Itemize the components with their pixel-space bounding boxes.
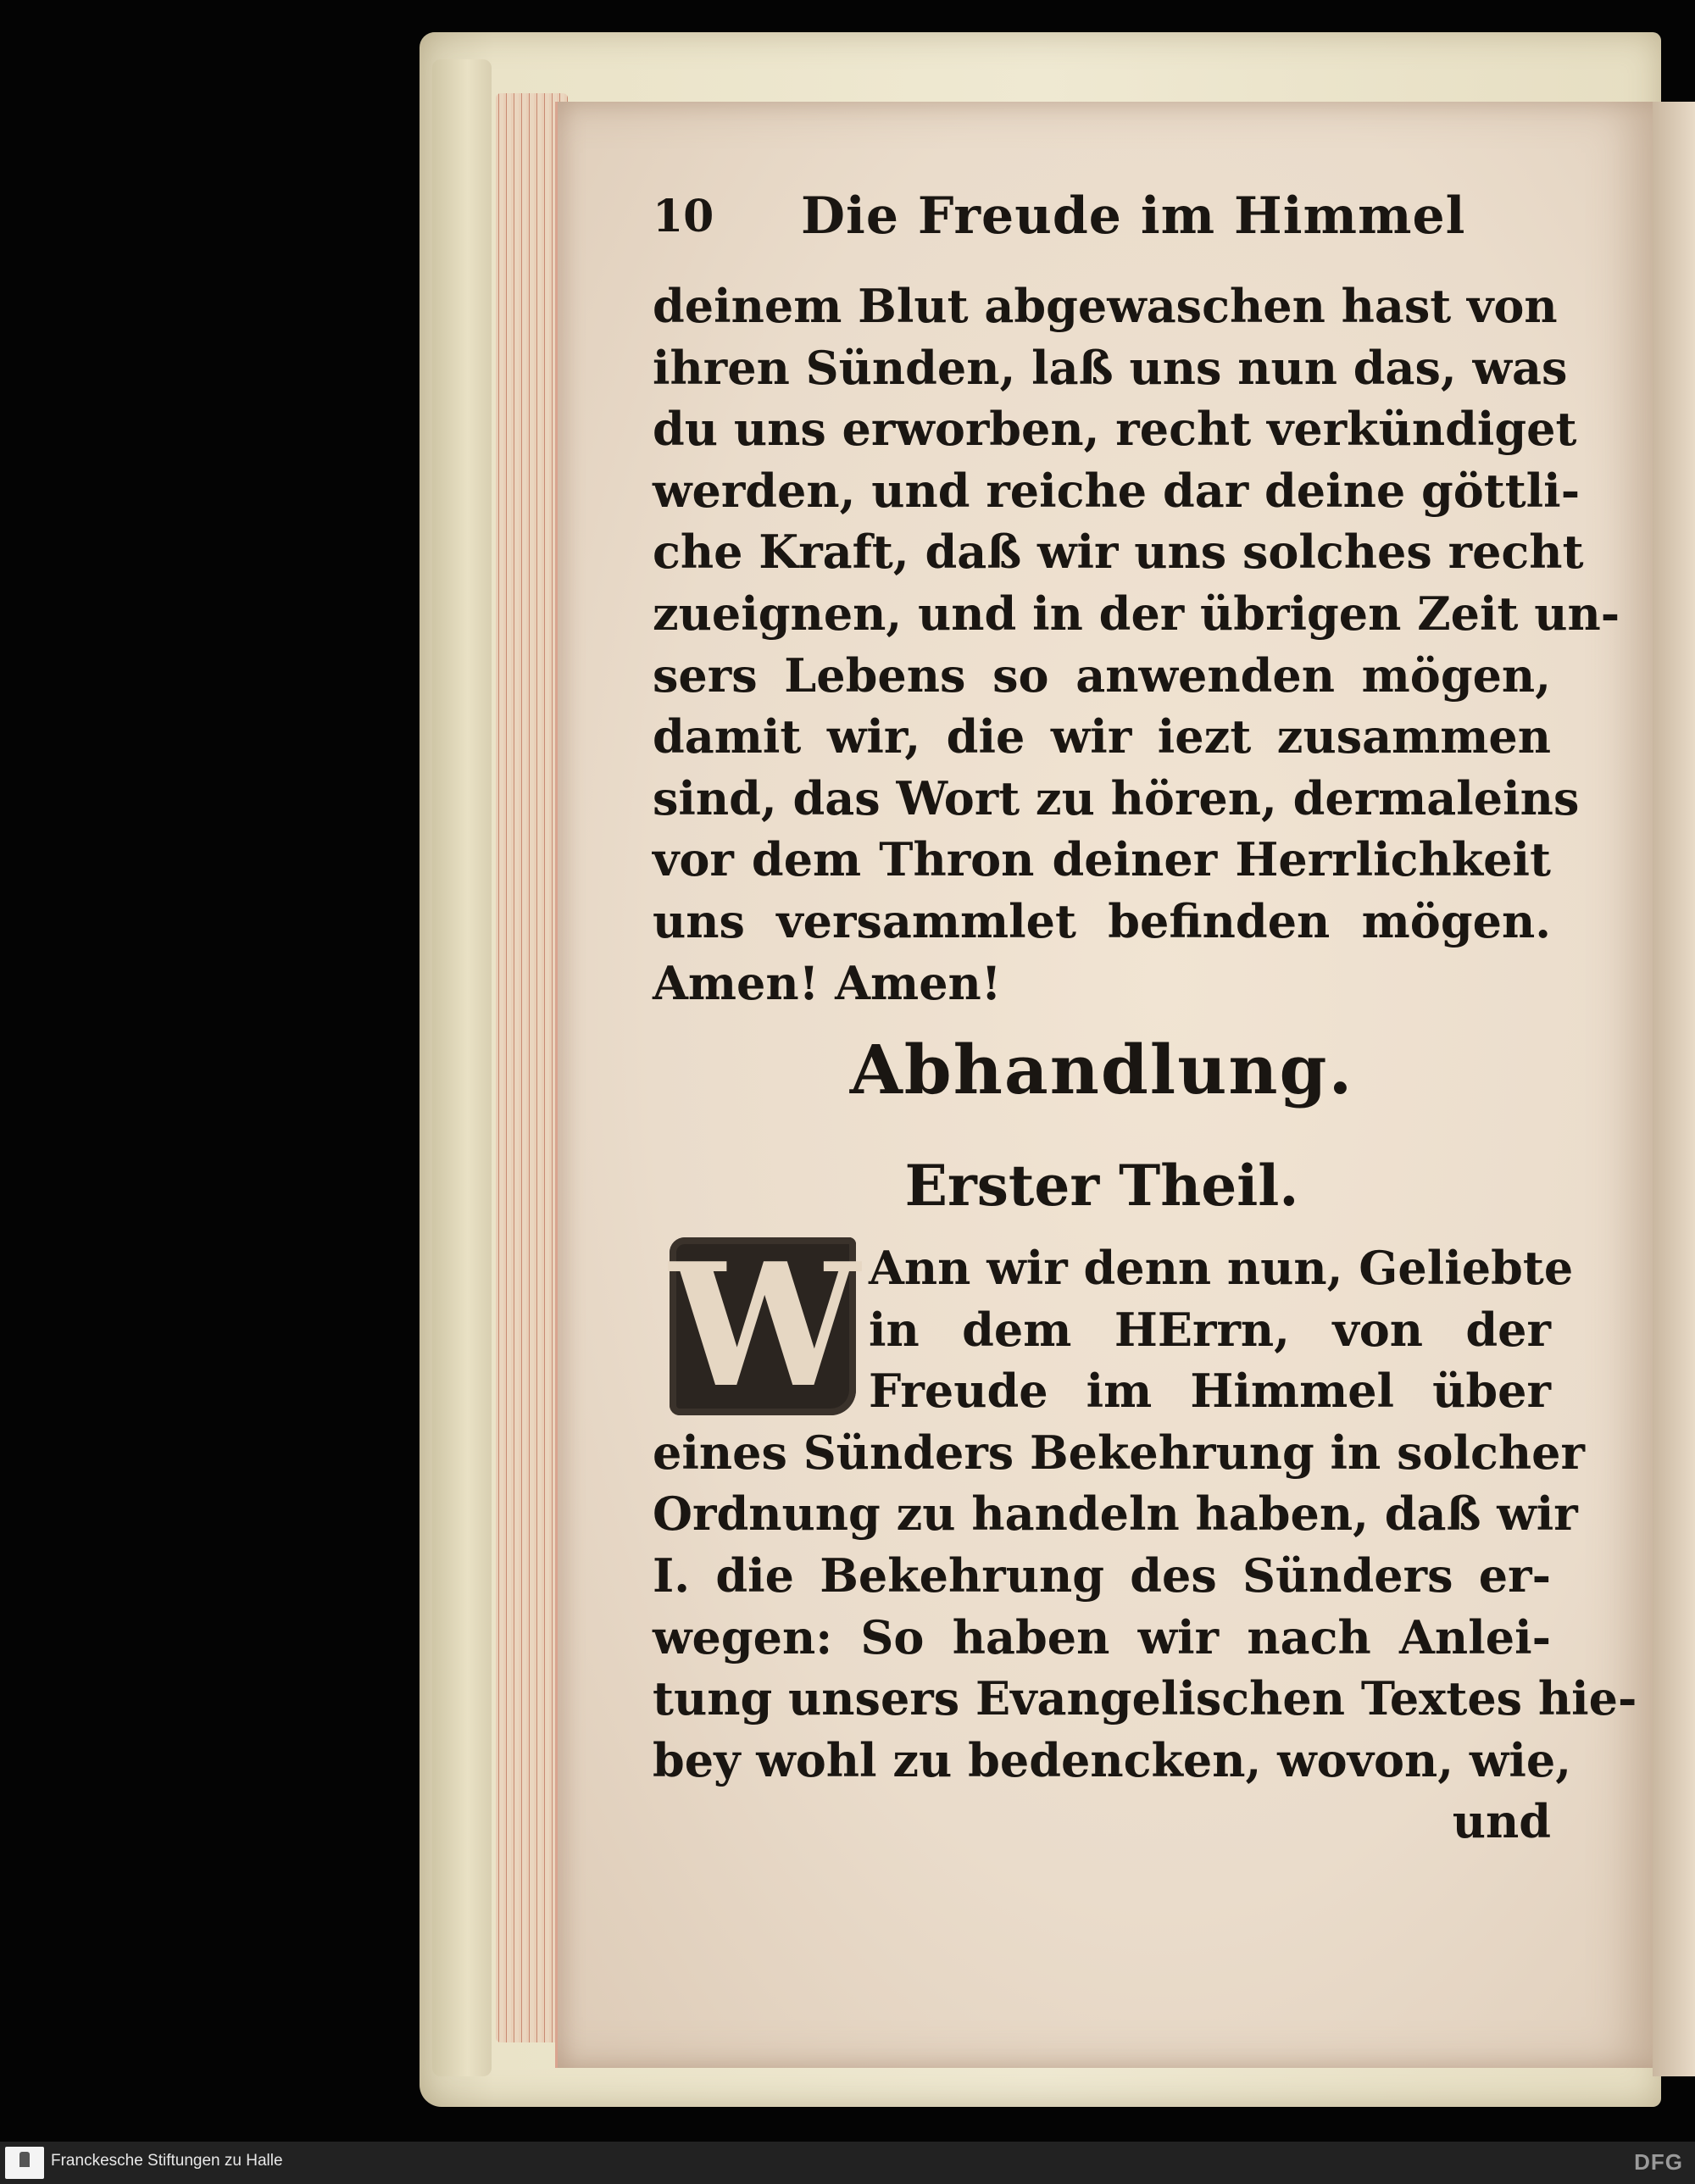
page-number: 10 [653, 191, 714, 242]
initial-letter: W [670, 1226, 860, 1425]
text-line: Ordnung zu handeln haben, daß wir [653, 1487, 1578, 1542]
text-line: eines Sünders Bekehrung in solcher [653, 1425, 1585, 1480]
paragraph-text [653, 1226, 1637, 1853]
running-head: Die Freude im Himmel [801, 186, 1466, 246]
text-line: wegen: So haben wir nach Anlei- [653, 1609, 1551, 1664]
text-line: Amen! Amen! [653, 955, 1002, 1010]
text-line: bey wohl zu bedencken, wovon, wie, [653, 1732, 1572, 1787]
page-header [653, 182, 1551, 258]
tower-icon [19, 2152, 30, 2167]
institution-name[interactable]: Franckesche Stiftungen zu Halle [51, 2152, 283, 2170]
text-line: uns versammlet befinden mögen. [653, 893, 1551, 948]
dfg-logo[interactable]: DFG [1634, 2149, 1683, 2175]
next-page-edge [1653, 102, 1695, 2076]
text-line: du uns erworben, recht verkündiget [653, 402, 1577, 457]
text-line: I. die Bekehrung des Sünders er- [653, 1548, 1551, 1603]
text-line: deinem Blut abgewaschen hast von [653, 279, 1558, 333]
cover-edge [432, 59, 492, 2076]
text-line: tung unsers Evangelischen Textes hie- [653, 1671, 1637, 1726]
institution-logo-icon[interactable] [5, 2147, 44, 2179]
text-line: in dem HErrn, von der [869, 1302, 1551, 1357]
text-line: vor dem Thron deiner Herrlichkeit [653, 832, 1551, 887]
text-line: werden, und reiche dar deine göttli- [653, 463, 1581, 518]
text-line: damit wir, die wir iezt zusammen [653, 709, 1551, 764]
viewer-footer [0, 2142, 1695, 2184]
prayer-text [653, 275, 1620, 1014]
text-line: ihren Sünden, laß uns nun das, was [653, 340, 1568, 395]
catchword: und [1452, 1794, 1551, 1849]
text-line: sers Lebens so anwenden mögen, [653, 647, 1551, 703]
text-line: sind, das Wort zu hören, dermaleins [653, 770, 1580, 825]
text-line: Ann wir denn nun, Geliebte [869, 1241, 1574, 1295]
subsection-title: Erster Theil. [904, 1153, 1299, 1219]
text-line: zueignen, und in der übrigen Zeit un- [653, 586, 1620, 641]
text-line: che Kraft, daß wir uns solches recht [653, 525, 1584, 580]
text-line: Freude im Himmel über [869, 1364, 1551, 1419]
section-title: Abhandlung. [849, 1030, 1354, 1109]
